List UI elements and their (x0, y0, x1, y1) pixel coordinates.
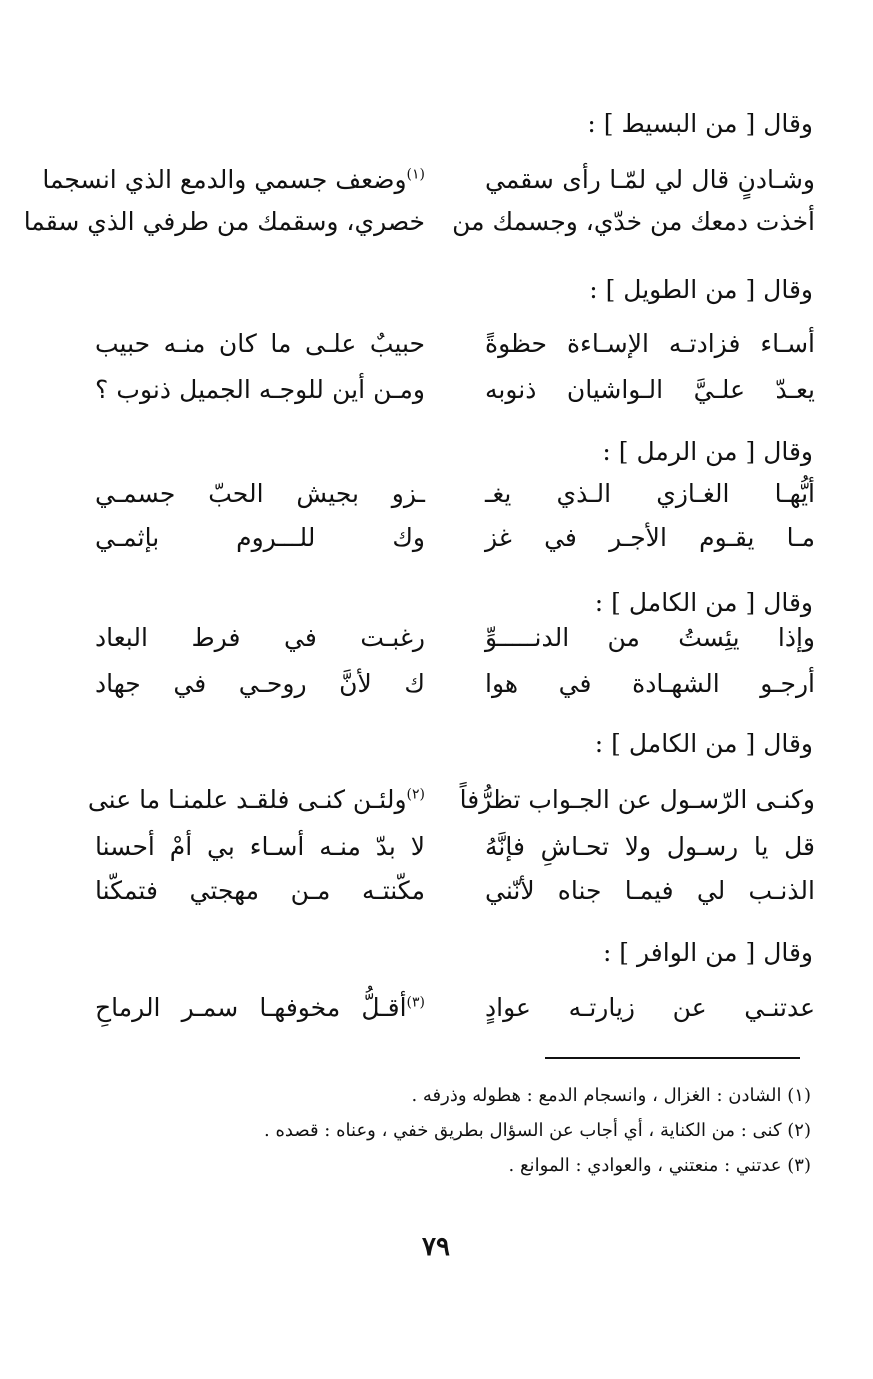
poem-intro: وقال [ من الرمل ] : (602, 437, 813, 466)
footnote: (٢) كنى : من الكناية ، أي أجاب عن السؤال بطريق خفي ، وعناه : قصده . (264, 1120, 811, 1141)
verse-line (95, 988, 815, 1028)
verse-line (95, 827, 815, 867)
verse-second-hemistich: ك لأنَّ روحـي في جهاد (95, 669, 425, 698)
verse-second-hemistich: رغبـت في فرط البعاد (95, 623, 425, 652)
verse-line (95, 618, 815, 658)
verse-line (95, 324, 815, 364)
poem-intro: وقال [ من الكامل ] : (594, 729, 813, 758)
verse-line (95, 474, 815, 514)
verse-line (95, 871, 815, 911)
verse-line (23, 202, 815, 242)
verse-first-hemistich: يعـدّ علـيَّ الـواشيان ذنوبه (485, 375, 815, 404)
verse-second-hemistich: مكّنتـه مـن مهجتي فتمكّنا (95, 876, 425, 905)
verse-first-hemistich: أيُّهـا الغـازي الـذي يغـ (485, 479, 815, 508)
verse-second-hemistich: لا بدّ منـه أسـاء بي أمْ أحسنا (95, 832, 425, 861)
verse-second-text: ولئـن كنـى فلقـد علمنـا ما عنى (87, 785, 407, 814)
verse-first-hemistich: أسـاء فزادتـه الإسـاءة حظوةً (485, 329, 815, 358)
footnote: (١) الشادن : الغزال ، وانسجام الدمع : هطوله وذرفه . (411, 1085, 811, 1106)
poem-intro: وقال [ من الطويل ] : (589, 275, 813, 304)
verse-first-hemistich: وكنـى الرّسـول عن الجـواب تظرُّفاً (459, 785, 815, 814)
footnote-marker: (٢) (406, 786, 425, 803)
verse-second-text: أقـلُّ مخوفهـا سمـر الرماحِ (95, 993, 407, 1022)
verse-second-hemistich: ـزو بجيش الحبّ جسمـي (95, 479, 425, 508)
verse-second-hemistich: ومـن أين للوجـه الجميل ذنوب ؟ (95, 375, 425, 404)
verse-second-hemistich (42, 160, 425, 200)
footnote-marker: (٣) (406, 994, 425, 1011)
poem-intro: وقال [ من البسيط ] : (587, 109, 813, 138)
verse-line (87, 780, 815, 820)
verse-first-hemistich: قل يا رسـول ولا تحـاشِ فإنَّهُ (485, 832, 815, 861)
footnote: (٣) عدتني : منعتني ، والعوادي : الموانع . (508, 1155, 811, 1176)
verse-first-hemistich: عدتنـي عن زيارتـه عوادٍ (485, 993, 815, 1022)
verse-first-hemistich: أخذت دمعك من خدّي، وجسمك من (452, 207, 815, 236)
verse-line (95, 664, 815, 704)
page-number: ٧٩ (422, 1232, 450, 1262)
verse-first-hemistich: وإذا يئِستُ من الدنـــــوِّ (485, 623, 815, 652)
verse-first-hemistich: أرجـو الشهـادة في هوا (485, 669, 815, 698)
verse-line (95, 370, 815, 410)
verse-second-hemistich: وك للـــروم بإثمـي (95, 523, 425, 552)
verse-second-hemistich: خصري، وسقمك من طرفي الذي سقما (23, 207, 425, 236)
verse-first-hemistich: وشـادنٍ قال لي لمّـا رأى سقمي (485, 165, 815, 194)
poem-intro: وقال [ من الوافر ] : (602, 938, 813, 967)
footnote-separator (545, 1057, 800, 1059)
verse-line (42, 160, 815, 200)
footnote-marker: (١) (406, 166, 425, 183)
verse-first-hemistich: مـا يقـوم الأجـر في غز (485, 523, 815, 552)
poem-intro: وقال [ من الكامل ] : (594, 588, 813, 617)
verse-first-hemistich: الذنـب لي فيمـا جناه لأنّني (485, 876, 815, 905)
verse-second-text: وضعف جسمي والدمع الذي انسجما (42, 165, 407, 194)
verse-second-hemistich: حبيبٌ علـى ما كان منـه حبيب (95, 329, 425, 358)
verse-line (95, 518, 815, 558)
verse-second-hemistich (95, 988, 425, 1028)
verse-second-hemistich (87, 780, 425, 820)
